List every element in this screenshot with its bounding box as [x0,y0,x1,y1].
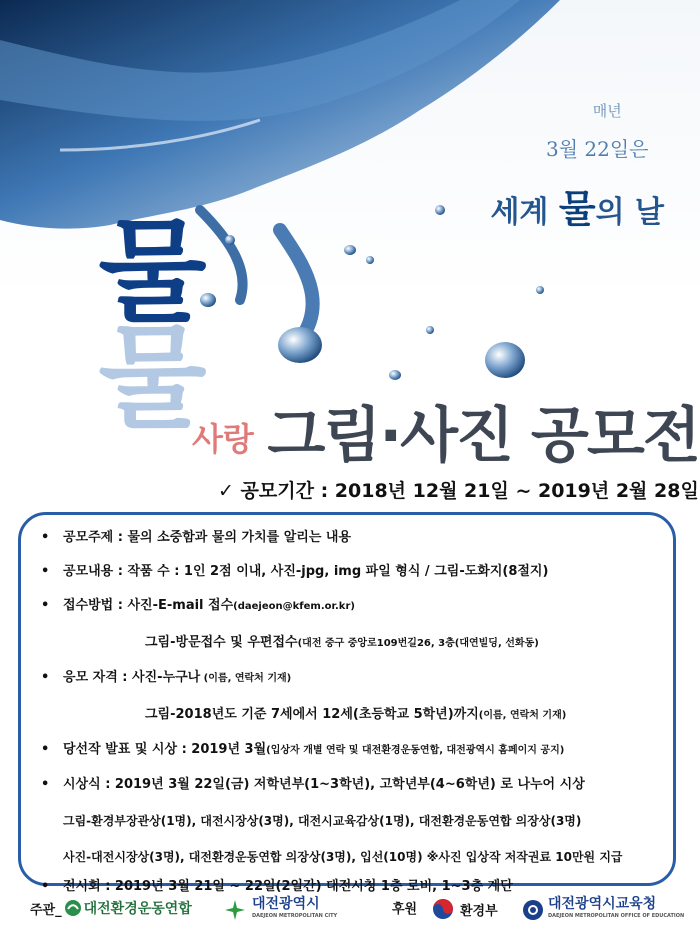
kfem-logo-icon [64,899,82,917]
details-list [21,515,673,896]
education-office-en: DAEJEON METROPOLITAN OFFICE OF EDUCATION [548,913,685,919]
daejeon-city-logo-icon [224,899,246,921]
announce-note: (입상자 개별 연락 및 대전환경운동연합, 대전광역시 홈페이지 공지) [266,745,565,756]
taegeuk-emblem-icon [432,898,454,920]
eligibility-note: (이름, 연락처 기재) [200,673,292,684]
education-office-name: 대전광역시교육청 [548,896,657,912]
award-drawing: 그림-환경부장관상(1명), 대전시장상(3명), 대전시교육감상(1명), 대전환경운동연합 의장상(3명) [63,814,582,828]
eligibility-sub-note: (이름, 연락처 기재) [478,710,567,721]
education-office-logo-icon [522,899,544,921]
host-org: 대전환경운동연합 [83,901,192,917]
tagline-line2: 3월 22일은 [545,137,649,161]
title-love: 사랑 [192,420,254,458]
announce-main: 당선작 발표 및 시상 : 2019년 3월 [63,742,267,757]
eligibility-main: 응모 자격 : 사진-누구나 [63,670,201,685]
method-sub-address: (대전 중구 중앙로109번길26, 3층(대연빌딩, 선화동) [297,638,539,649]
title-main: 그림·사진 공모전 [267,401,699,471]
tagline-line1: 매년 [592,102,622,120]
big-water-character [40,212,208,424]
ministry [432,898,498,920]
footer-organizers [0,890,700,933]
detail-theme: • 공모주제 : 물의 소중함과 물의 가치를 알리는 내용 [63,529,673,547]
detail-content: • 공모내용 : 작품 수 : 1인 2점 이내, 사진-jpg, img 파일 형식 / 그림-도화지(8절지) [63,563,673,581]
ceremony-text: 시상식 : 2019년 3월 22일(금) 저학년부(1~3학년), 고학년부(4~6학년) 로 나누어 시상 [63,777,585,792]
ministry-name: 환경부 [460,903,498,919]
contest-title [192,388,699,474]
sponsor-label: 후원 [392,902,418,917]
tagline-water: 물 [558,186,596,231]
detail-exhibition: • 전시회 : 2019년 3월 21일 ~ 22일(2일간) 대전시청 1층 로비, 1~3층 계단 [63,878,673,896]
tagline-prefix: 세계 [490,195,549,230]
detail-method [63,597,673,653]
award-photo: 사진-대전시장상(3명), 대전환경운동연합 의장상(3명), 입선(10명) ※사진 입상작 저작권료 10만원 지급 [63,850,623,864]
contest-period: ✓ 공모기간 : 2018년 12월 21일 ~ 2019년 2월 28일 [218,480,699,502]
contest-details-box [18,512,676,894]
education-office [522,898,684,922]
eligibility-sub-main: 그림-2018년도 기준 7세에서 12세(초등학교 5학년)까지 [145,707,479,722]
detail-ceremony [63,776,673,866]
method-sub-main: 그림-방문접수 및 우편접수 [145,635,298,650]
world-water-day-tagline [490,100,664,233]
detail-eligibility [63,669,673,725]
water-character: 물 [78,212,208,318]
host [30,898,192,918]
method-main: 접수방법 : 사진-E-mail 접수 [63,598,234,613]
water-character-reflection: 물 [78,318,208,424]
city-org-en: DAEJEON METROPOLITAN CITY [252,913,338,919]
method-email: (daejeon@kfem.or.kr) [233,601,355,612]
daejeon-city [224,898,337,922]
method-sub [145,634,673,653]
eligibility-sub [145,706,673,725]
host-label: 주관_ [30,902,62,918]
city-org: 대전광역시 [252,896,320,912]
tagline-suffix: 의 날 [595,195,664,230]
tagline-line3 [490,178,664,233]
detail-announcement [63,741,673,760]
